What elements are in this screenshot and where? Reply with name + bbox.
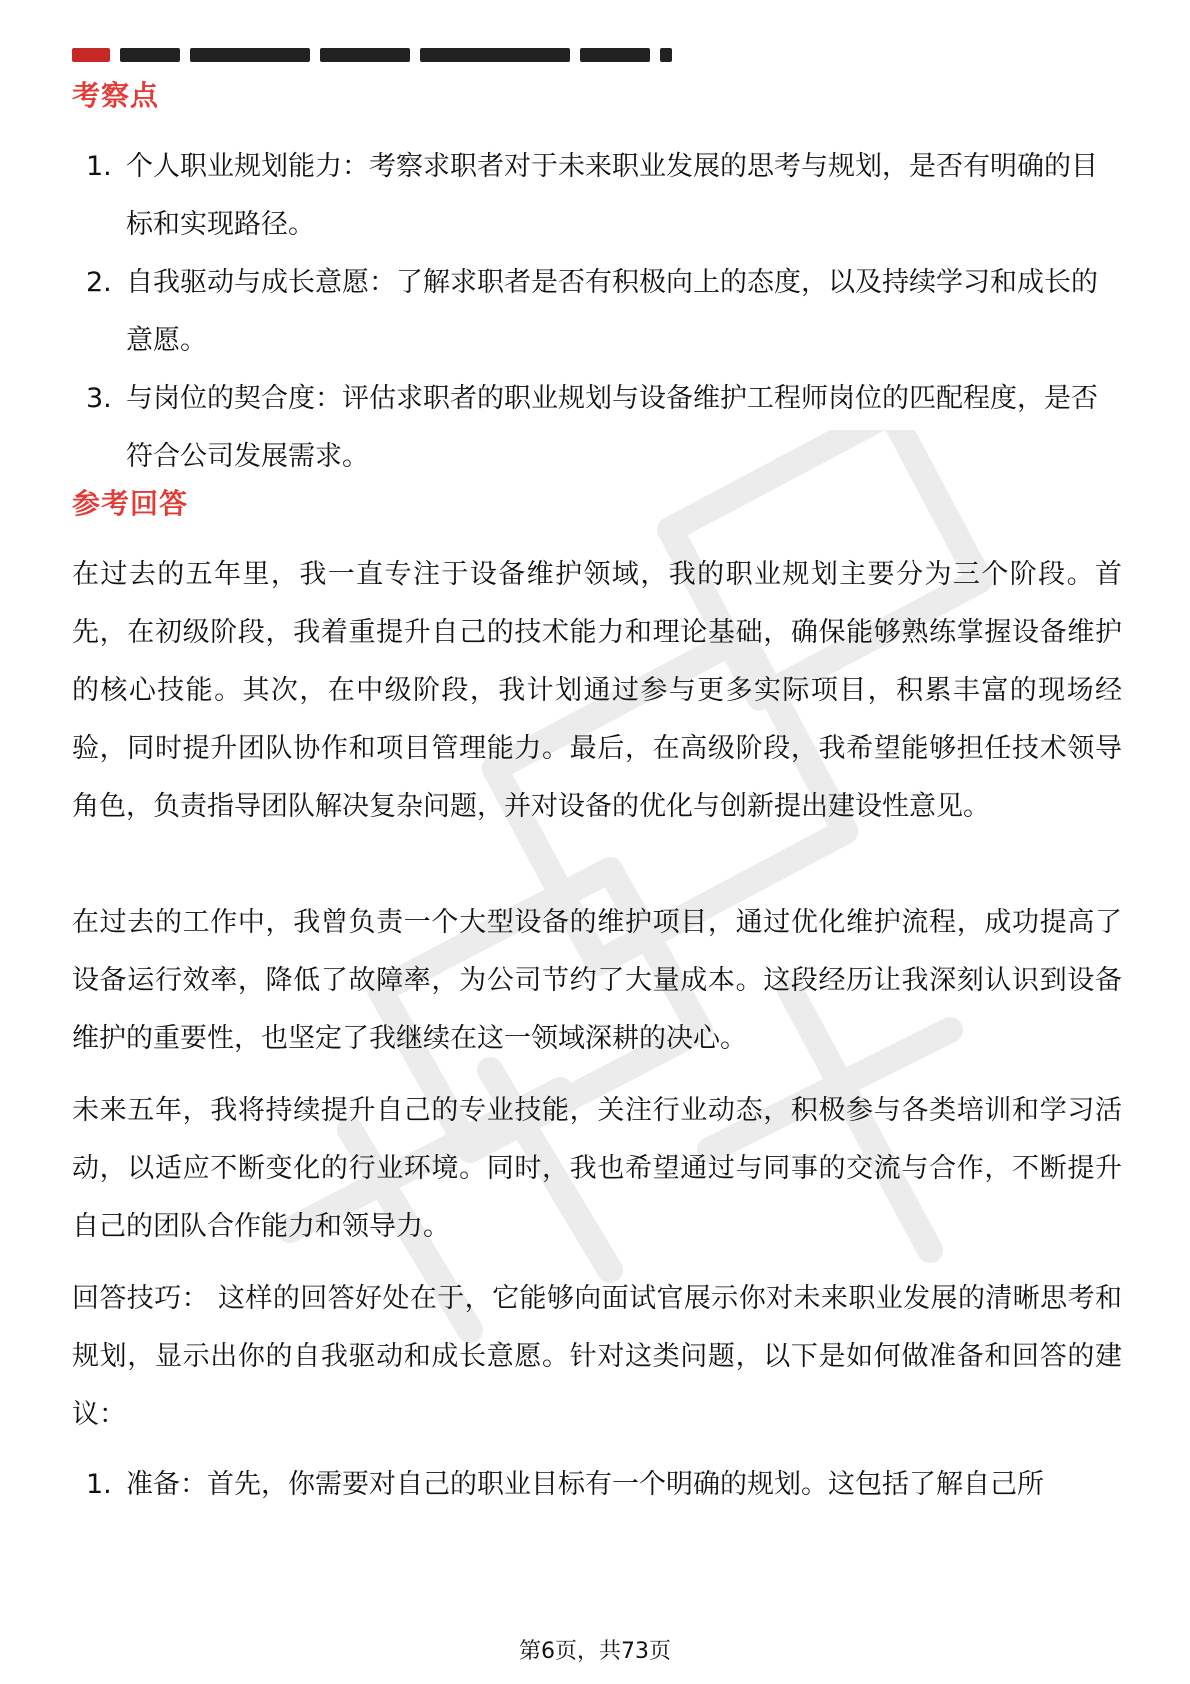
answer-tips-paragraph: 回答技巧： 这样的回答好处在于，它能够向面试官展示你对未来职业发展的清晰思考和规划，显示出你的自我驱动和成长意愿。针对这类问题，以下是如何做准备和回答的建议： xyxy=(72,1283,1122,1430)
exam-points-list xyxy=(72,138,1122,486)
answer-paragraph-2: 在过去的工作中，我曾负责一个大型设备的维护项目，通过优化维护流程，成功提高了设备运行效率，降低了故障率，为公司节约了大量成本。这段经历让我深刻认识到设备维护的重要性，也坚定了我继续在这一领域深耕的决心。 xyxy=(72,907,1122,1054)
list-item xyxy=(72,370,1122,486)
list-item-text: 准备：首先，你需要对自己的职业目标有一个明确的规划。这包括了解自己所 xyxy=(126,1469,1044,1500)
list-item-number: 1. xyxy=(86,1469,112,1500)
clipped-previous-line xyxy=(72,30,712,64)
tips-list xyxy=(72,1456,1122,1514)
list-item xyxy=(72,254,1122,370)
list-item xyxy=(72,1456,1122,1514)
exam-points-heading: 考察点 xyxy=(72,79,160,112)
list-item-number: 1. xyxy=(86,151,112,182)
list-item xyxy=(72,138,1122,254)
answer-paragraph-1: 在过去的五年里，我一直专注于设备维护领域，我的职业规划主要分为三个阶段。首先，在初级阶段，我着重提升自己的技术能力和理论基础，确保能够熟练掌握设备维护的核心技能。其次，在中级阶段，我计划通过参与更多实际项目，积累丰富的现场经验，同时提升团队协作和项目管理能力。最后，在高级阶段，我希望能够担任技术领导角色，负责指导团队解决复杂问题，并对设备的优化与创新提出建设性意见。 xyxy=(72,559,1122,822)
list-item-number: 3. xyxy=(86,383,112,414)
page-number-footer: 第6页，共73页 xyxy=(519,1639,671,1664)
list-item-number: 2. xyxy=(86,267,112,298)
list-item-text: 个人职业规划能力：考察求职者对于未来职业发展的思考与规划，是否有明确的目标和实现路径。 xyxy=(126,151,1098,240)
list-item-text: 与岗位的契合度：评估求职者的职业规划与设备维护工程师岗位的匹配程度，是否符合公司发展需求。 xyxy=(126,383,1098,472)
reference-answer-heading: 参考回答 xyxy=(72,487,189,520)
answer-paragraph-3: 未来五年，我将持续提升自己的专业技能，关注行业动态，积极参与各类培训和学习活动，以适应不断变化的行业环境。同时，我也希望通过与同事的交流与合作，不断提升自己的团队合作能力和领导力。 xyxy=(72,1095,1122,1242)
list-item-text: 自我驱动与成长意愿：了解求职者是否有积极向上的态度，以及持续学习和成长的意愿。 xyxy=(126,267,1098,356)
